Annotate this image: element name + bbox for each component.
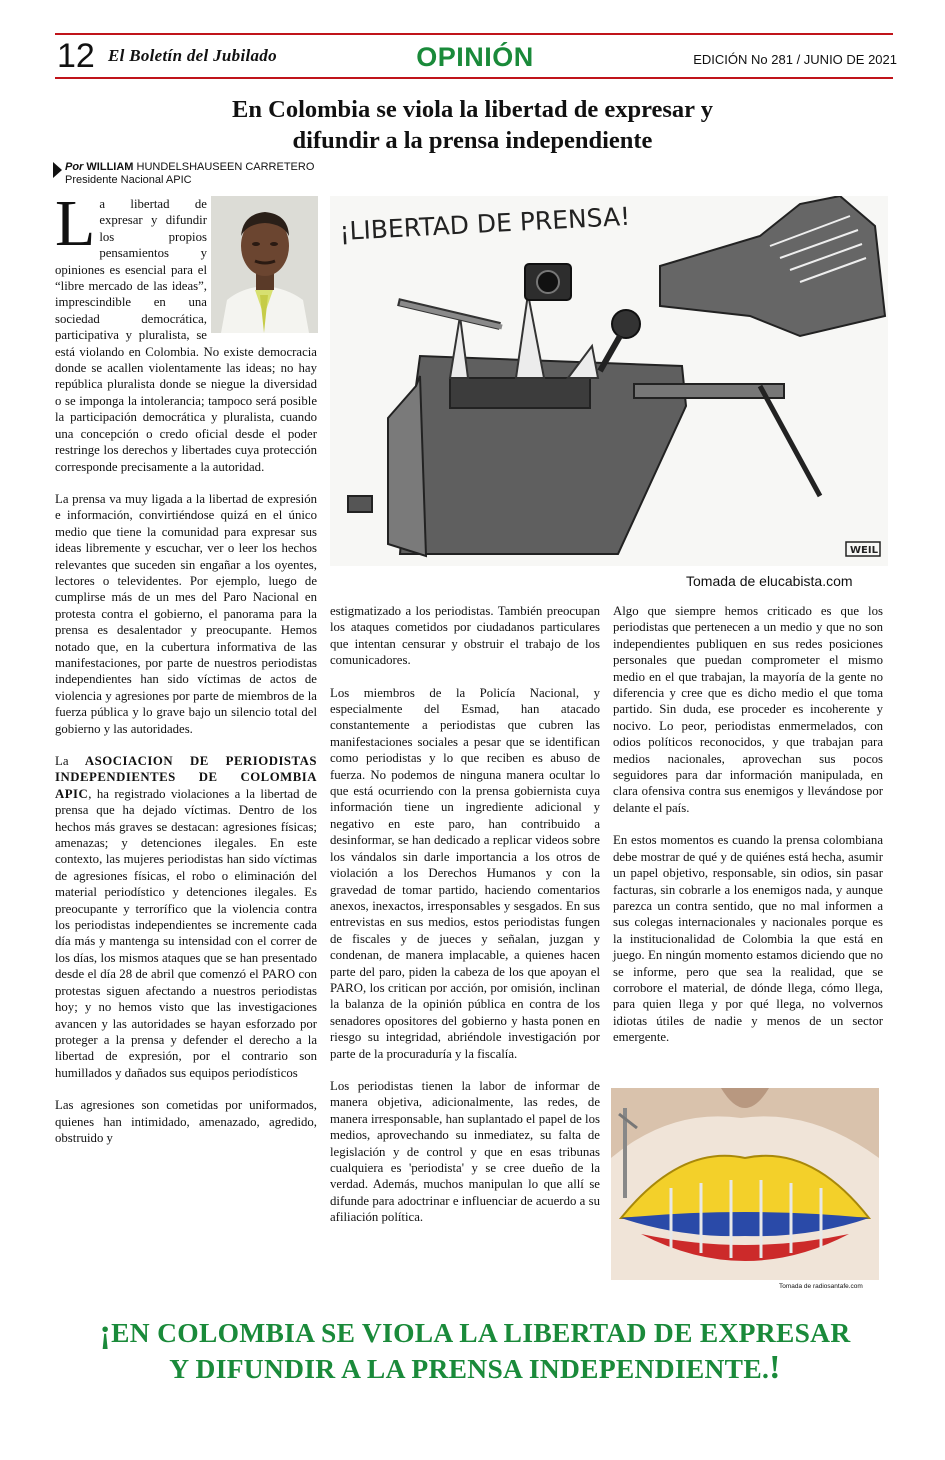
apic-name: ASOCIACION DE PERIODISTAS INDEPENDIENTES DE COLOMBIA APIC (55, 754, 317, 801)
mouth-credit: Tomada de radiosantafe.com (779, 1283, 863, 1290)
edition-info: EDICIÓN No 281 / JUNIO DE 2021 (693, 52, 897, 67)
article-title (120, 94, 825, 156)
cartoon-text: ¡LIBERTAD DE PRENSA! (338, 201, 631, 246)
section-title: OPINIÓN (416, 42, 534, 72)
byline-first-name: WILLIAM (86, 161, 134, 173)
newspaper-name: El Boletín del Jubilado (108, 46, 277, 65)
paragraph-medios: Algo que siempre hemos criticado es que los periodistas que pertenecen a un medio y que no son independientes publiquen en sus redes posiciones personales que puedan comprometer el mismo medio en el que trabajan, la mayoría de la gente no diferencia y cree que es dicho medio el que toma partido. Sin duda, ese proceder es incoherente y nocivo. Lo peor, periodistas enmermelados, con odios políticos reconocidos, y que trabajan para medios nacionales, aprovechan sus pocos seguidores para dar información manipulada, en clara ofensiva contra sus enemigos y llevándose por delante el país. (613, 604, 883, 815)
paragraph-policia: Los miembros de la Policía Nacional, y especialmente del Esmad, han atacado constantemente a periodistas que cubren las manifestaciones sociales a pesar que se identifican como periodistas y lo que reciben es abuso de fuerza. No podemos de ninguna manera ocultar lo que está ocurriendo con la prensa gobiernista cuya información tiene un ingrediente adicional y negativo en este paro, han contribuido a desinformar, se han dedicado a replicar videos sobre los vándalos sin darle importancia a los otros de violación a los Derechos Humanos y con la gravedad de tomar partido, haciendo comentarios anexos, inexactos, irresponsables y sesgados. En sus entrevistas en sus medios, estos periodistas fungen de fiscales y de jueces y señalan, juzgan y condenan, de manera implacable, a quienes hacen parte del paro, piden la cabeza de los que apoyan el PARO, los critican por acción, por omisión, inclinan la balanza de la opinión pública en contra de los senadores opositores del gobierno y hasta ponen en riesgo su integridad, abriéndole investigación por parte de la procuraduría y la fiscalía. (330, 685, 600, 1061)
cartoon-image (330, 196, 888, 566)
paragraph-apic-text: , ha registrado violaciones a la libertad de prensa que ha dejado víctimas. Dentro de los hechos más graves se destacan: agresiones físicas; amenazas; y detenciones ilegales. En este contexto, las mujeres periodistas han sido víctimas de agresiones físicas, el robo o eliminación del material periodístico y detenciones ilegales. Es preocupante y terrorífico que la violencia contra los periodistas independientes se incremente cada día más y mantenga su intensidad con el correr de los días, los mismos ataques que se han presentado desde el día 28 de abril que comenzó el PARO con protestas siguen afectando a nuestros periodistas hoy; y no hemos visto que las investigaciones avancen y las autoridades se hayan esforzado por proteger a la prensa y defender el derecho a la libertad de expresión, por el contrario son humillados y dañados sus equipos periodísticos (55, 786, 317, 1080)
drop-cap: L (55, 187, 96, 260)
paragraph-agresiones: Las agresiones son cometidas por uniformados, quienes han intimidado, amenazado, agredido, obstruido y (55, 1098, 317, 1145)
closing-close-bang: ! (769, 1349, 781, 1386)
byline-por: Por (65, 161, 84, 173)
page-number: 12 (57, 37, 95, 75)
closing-open-bang: ¡ (99, 1313, 112, 1350)
byline-arrow-icon (53, 162, 62, 178)
paragraph-intro (55, 187, 317, 475)
header-bottom-rule (55, 77, 893, 79)
paragraph-redes: Los periodistas tienen la labor de informar de manera objetiva, adicionalmente, las redes, de manera irresponsable, han suplantado el papel de los medios, aprovechando su inmediatez, su falta de legislación y de control y que en esas tribunas cualquiera es 'periodista' y se cree dueño de la verdad. Además, muchos manipulan lo que allí se difunde para adoctrinar e influenciar de acuerdo a su afiliación política. (330, 1078, 600, 1225)
article-column-2 (330, 603, 600, 1242)
cartoon-signature: WEIL (850, 545, 878, 556)
closing-line2-text: Y DIFUNDIR A LA PRENSA INDEPENDIENTE. (169, 1353, 770, 1384)
closing-banner-line1 (40, 1314, 910, 1350)
header-top-rule (55, 33, 893, 35)
article-title-line1: En Colombia se viola la libertad de expresar y (232, 96, 713, 123)
byline (55, 161, 314, 187)
closing-banner (40, 1314, 910, 1386)
article-column-1 (55, 187, 317, 1162)
sewn-lips-image (611, 1088, 879, 1280)
byline-surname: HUNDELSHAUSEEN CARRETERO (136, 161, 315, 173)
paragraph-estigmatizado: estigmatizado a los periodistas. También preocupan los ataques cometidos por ciudadanos particulares que intentan censurar y obstruir el trabajo de los comunicadores. (330, 604, 600, 668)
byline-role: Presidente Nacional APIC (65, 174, 192, 186)
paragraph-prensa: La prensa va muy ligada a la libertad de expresión e información, convirtiéndose quizá en el único medio que tiene la comunidad para expresar sus ideas libremente y escuchar, ver o leer los hechos relevantes que suceden sin engañar a los oyentes, lectores o televidentes. Por ejemplo, luego de cumplirse más de un mes del Paro Nacional en protesta contra el gobierno, el panorama para la prensa es desalentador y preocupante. Hemos notado que, en la cubertura informativa de las manifestaciones, por parte de nuestros periodistas independientes han sido víctimas de actos de violencia y agresiones por parte de miembros de la fuerza pública y lo grave bajo un silencio total del gobierno y las autoridades. (55, 491, 317, 736)
closing-line1-text: EN COLOMBIA SE VIOLA LA LIBERTAD DE EXPRESAR (111, 1317, 851, 1348)
paragraph-apic-pre: La (55, 754, 69, 768)
paragraph-apic (55, 753, 317, 1081)
paragraph-momento: En estos momentos es cuando la prensa colombiana debe mostrar de qué y de quiénes está hecha, asumir un papel objetivo, responsable, sin odios, sin pasar facturas, sin cobrarle a los enemigos nada, y aunque parezca un contra sentido, que no mal informen a sus colegas internacionales y nacionales porque es la institucionalidad de Colombia la que está en juego. En ningún momento estamos diciendo que no se informe, pero que sea la realidad, que se corrobore el material, de dónde llega, cómo llega, para quien llega y por qué llega, no volvernos idiotas útiles de nadie y menos de un sector emergente. (613, 833, 883, 1045)
cartoon-credit: Tomada de elucabista.com (686, 573, 853, 589)
paragraph-intro-text: a libertad de expresar y difundir los propios pensamientos y opiniones es esencial para el “libre mercado de las ideas”, imprescindible en una sociedad democrática, participativa y pluralista, se está violando en Colombia. No existe democracia donde se acallen violentamente las ideas; no hay república pluralista donde se niegue la diversidad o se imponga la intolerancia; tampoco será posible la participación democrática y pluralista, cuando una concepción o credo oficial desde el poder restringe los derechos y libertades cuya protección corresponde precisamente a la autoridad. (55, 197, 317, 474)
closing-banner-line2 (40, 1350, 910, 1386)
article-title-line2: difundir a la prensa independiente (292, 127, 653, 154)
article-column-3 (613, 603, 883, 1062)
